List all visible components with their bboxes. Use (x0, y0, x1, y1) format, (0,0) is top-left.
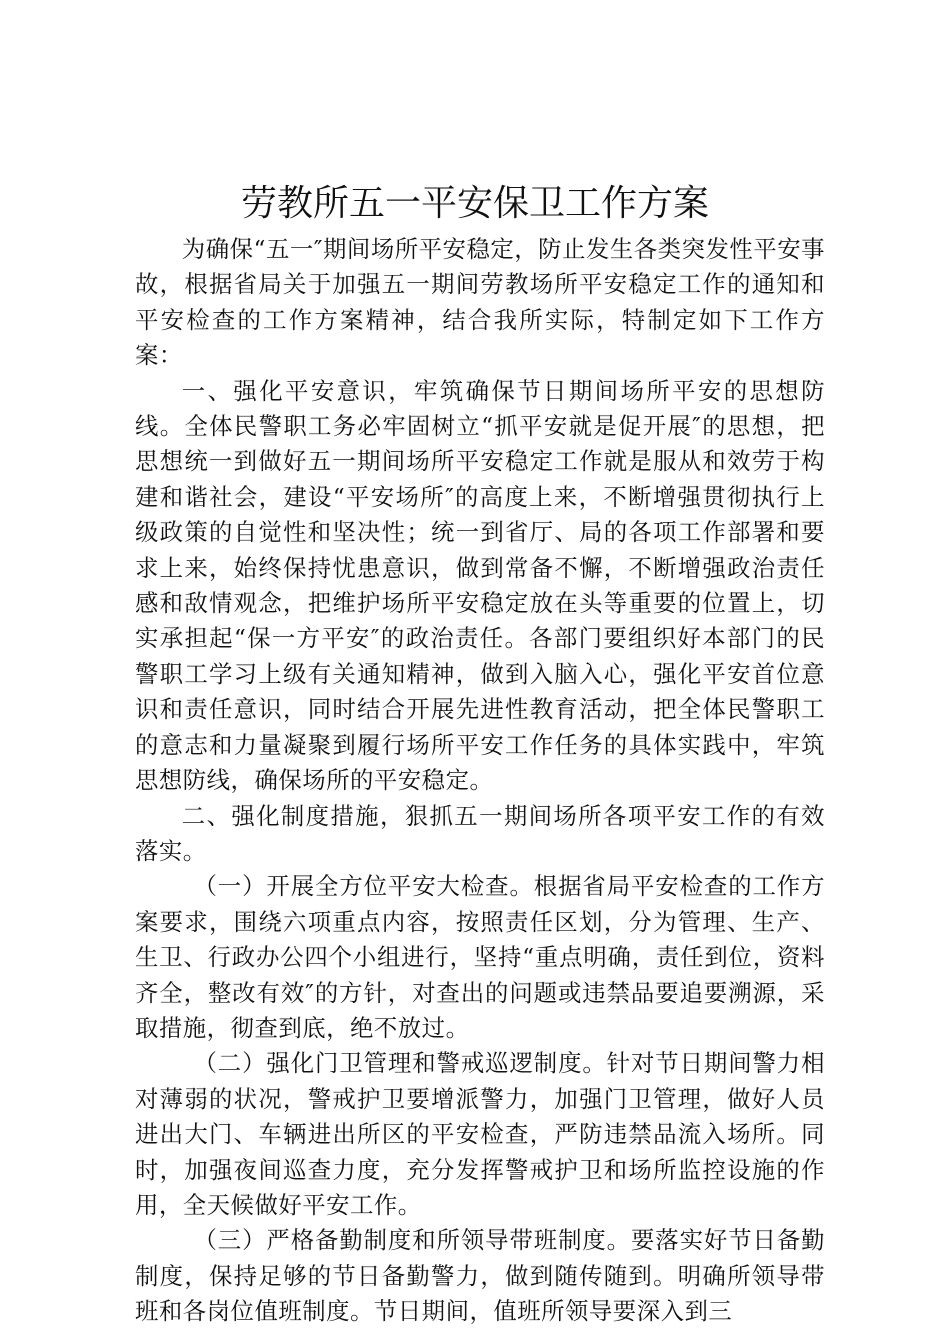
paragraph-subsection-3: （三）严格备勤制度和所领导带班制度。要落实好节日备勤制度，保持足够的节日备勤警力，做到随传随到。明确所领导带班和各岗位值班制度。节日期间，值班所领导要深入到三 (135, 1226, 825, 1326)
paragraph-intro: 为确保“五一″期间场所平安稳定，防止发生各类突发性平安事故，根据省局关于加强五一期间劳教场所平安稳定工作的通知和平安检查的工作方案精神，结合我所实际，特制定如下工作方案： (135, 235, 825, 370)
document-body (135, 232, 825, 1330)
paragraph-section-1: 一、强化平安意识，牢筑确保节日期间场所平安的思想防线。全体民警职工务必牢固树立“抓平安就是促开展″的思想，把思想统一到做好五一期间场所平安稳定工作就是服从和效劳于构建和谐社会，建设“平安场所″的高度上来，不断增强贯彻执行上级政策的自觉性和坚决性；统一到省厅、局的各项工作部署和要求上来，始终保持忧患意识，做到常备不懈，不断增强政治责任感和敌情观念，把维护场所平安稳定放在头等重要的位置上，切实承担起“保一方平安″的政治责任。各部门要组织好本部门的民警职工学习上级有关通知精神，做到入脑入心，强化平安首位意识和责任意识，同时结合开展先进性教育活动，把全体民警职工的意志和力量凝聚到履行场所平安工作任务的具体实践中，牢筑思想防线，确保场所的平安稳定。 (135, 376, 825, 795)
paragraph-subsection-1: （一）开展全方位平安大检查。根据省局平安检查的工作方案要求，围绕六项重点内容，按照责任区划，分为管理、生产、生卫、行政办公四个小组进行，坚持“重点明确，责任到位，资料齐全，整改有效″的方针，对查出的问题或违禁品要追要溯源，采取措施，彻查到底，绝不放过。 (135, 872, 825, 1042)
paragraph-section-2: 二、强化制度措施，狠抓五一期间场所各项平安工作的有效落实。 (135, 801, 825, 865)
paragraph-subsection-2: （二）强化门卫管理和警戒巡逻制度。针对节日期间警力相对薄弱的状况，警戒护卫要增派警力，加强门卫管理，做好人员进出大门、车辆进出所区的平安检查，严防违禁品流入场所。同时，加强夜间巡查力度，充分发挥警戒护卫和场所监控设施的作用，全天候做好平安工作。 (135, 1049, 825, 1219)
document-title: 劳教所五一平安保卫工作方案 (240, 183, 709, 224)
